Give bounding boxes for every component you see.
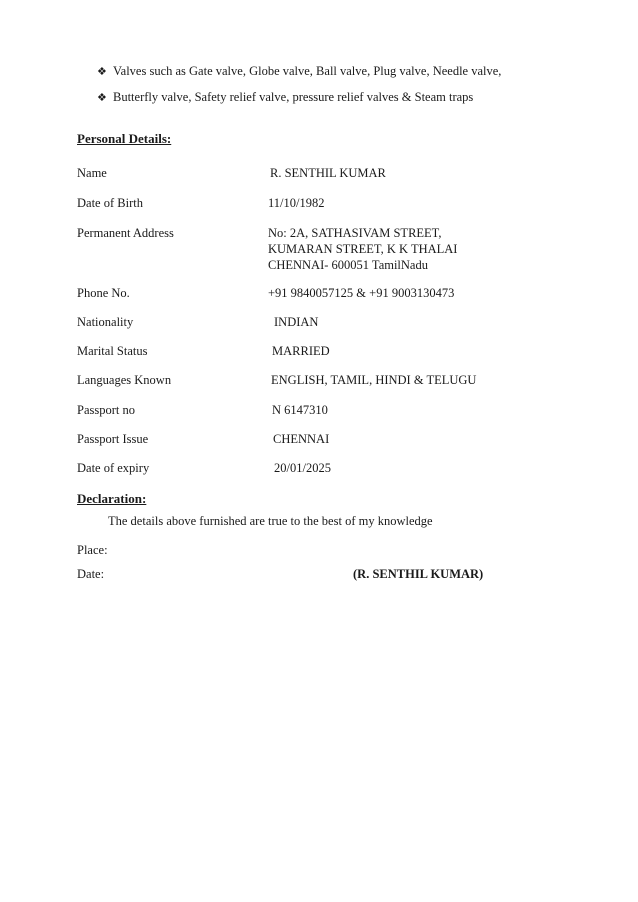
address-label: Permanent Address [77,226,174,240]
passport-value: N 6147310 [272,403,328,417]
phone-label: Phone No. [77,286,130,300]
skill-bullet-1 [97,64,501,79]
passport-issue-value: CHENNAI [273,432,330,446]
languages-value: ENGLISH, TAMIL, HINDI & TELUGU [271,373,477,387]
address-line-2: KUMARAN STREET, K K THALAI [268,242,458,256]
skill-bullet-2-text: Butterfly valve, Safety relief valve, pressure relief valves & Steam traps [113,90,474,104]
skill-bullet-2 [97,90,473,105]
address-line-1: No: 2A, SATHASIVAM STREET, [268,226,442,240]
passport-label: Passport no [77,403,135,417]
diamond-bullet-icon: ❖ [97,66,107,78]
date-label: Date: [77,567,105,581]
marital-value: MARRIED [272,344,330,358]
dob-label: Date of Birth [77,196,143,210]
signature-name: (R. SENTHIL KUMAR) [353,567,484,581]
phone-value: +91 9840057125 & +91 9003130473 [268,286,455,300]
nationality-label: Nationality [77,315,134,329]
languages-label: Languages Known [77,373,172,387]
passport-issue-label: Passport Issue [77,432,149,446]
expiry-label: Date of expiry [77,461,150,475]
name-label: Name [77,166,107,180]
place-label: Place: [77,543,108,557]
address-value [268,225,457,273]
declaration-heading: Declaration: [77,491,147,506]
name-value: R. SENTHIL KUMAR [270,166,386,180]
personal-details-heading: Personal Details: [77,131,172,146]
diamond-bullet-icon: ❖ [97,92,107,104]
nationality-value: INDIAN [274,315,319,329]
declaration-text: The details above furnished are true to the best of my knowledge [108,514,433,528]
dob-value: 11/10/1982 [268,196,325,210]
marital-label: Marital Status [77,344,148,358]
skill-bullet-1-text: Valves such as Gate valve, Globe valve, Ball valve, Plug valve, Needle valve, [113,64,502,78]
address-line-3: CHENNAI- 600051 TamilNadu [268,258,428,272]
expiry-value: 20/01/2025 [274,461,331,475]
